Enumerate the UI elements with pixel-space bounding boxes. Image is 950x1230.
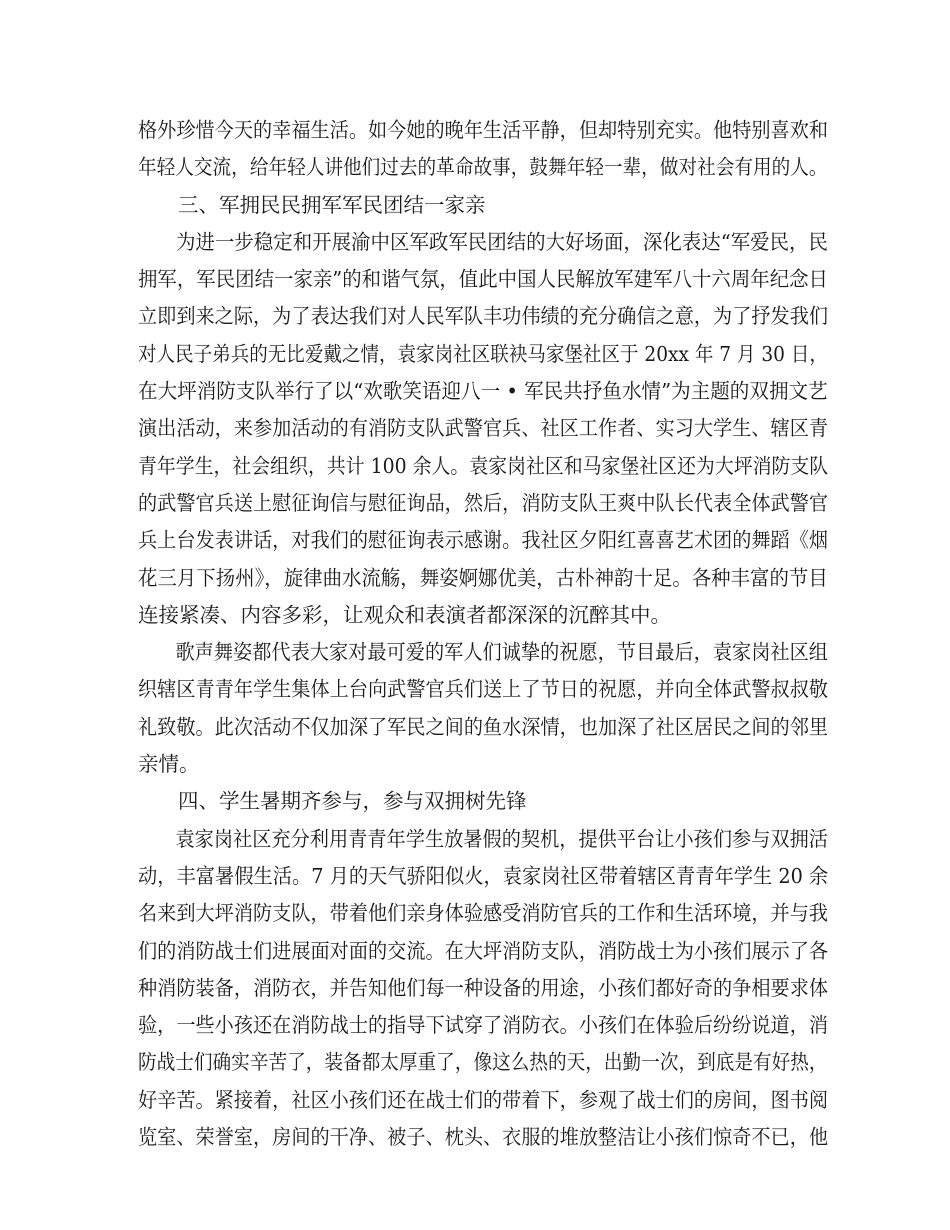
text-line: 拥军，军民团结一家亲”的和谐气氛，值此中国人民解放军建军八十六周年纪念日	[138, 267, 828, 292]
text-line: 格外珍惜今天的幸福生活。如今她的晚年生活平静，但却特别充实。他特别喜欢和	[138, 118, 829, 142]
text-line: 立即到来之际，为了表达我们对人民军队丰功伟绩的充分确信之意，为了抒发我们	[138, 304, 829, 329]
text-line: 的武警官兵送上慰征询信与慰征询品，然后，消防支队王爽中队长代表全体武警官	[138, 490, 829, 515]
text-line: 连接紧凑、内容多彩，让观众和表演者都深深的沉醉其中。	[138, 602, 671, 627]
text-line: 礼致敬。此次活动不仅加深了军民之间的鱼水深情，也加深了社区居民之间的邻里	[138, 714, 829, 739]
text-line: 好辛苦。紧接着，社区小孩们还在战士们的带着下，参观了战士们的房间，图书阅	[138, 1087, 829, 1112]
text-line: 名来到大坪消防支队，带着他们亲身体验感受消防官兵的工作和生活环境，并与我	[138, 901, 829, 926]
text-line: 青年学生，社会组织，共计 100 余人。袁家岗社区和马家堡社区还为大坪消防支队	[138, 453, 829, 478]
text-line: 验，一些小孩还在消防战士的指导下试穿了消防衣。小孩们在体验后纷纷说道，消	[138, 1013, 829, 1038]
text-line: 歌声舞姿都代表大家对最可爱的军人们诚挚的祝愿，节目最后，袁家岗社区组	[175, 640, 828, 665]
text-line: 种消防装备，消防衣，并告知他们每一种设备的用途，小孩们都好奇的争相要求体	[138, 975, 829, 1000]
text-line: 亲情。	[138, 752, 200, 777]
text-line: 袁家岗社区充分利用青青年学生放暑假的契机，提供平台让小孩们参与双拥活	[175, 826, 828, 851]
text-line: 览室、荣誉室，房间的干净、被子、枕头、衣服的堆放整洁让小孩们惊奇不已，他	[138, 1125, 829, 1150]
text-line: 四、学生暑期齐参与，参与双拥树先锋	[178, 789, 527, 814]
text-line: 在大坪消防支队举行了以“欢歌笑语迎八一 • 军民共抒鱼水情”为主题的双拥文艺	[138, 379, 828, 404]
text-line: 织辖区青青年学生集体上台向武警官兵们送上了节日的祝愿，并向全体武警叔叔敬	[138, 677, 829, 702]
text-line: 动，丰富暑假生活。7 月的天气骄阳似火，袁家岗社区带着辖区青青年学生 20 余	[138, 863, 829, 888]
body-text	[138, 112, 828, 1156]
text-line: 花三月下扬州》，旋律曲水流觞，舞姿婀娜优美，古朴神韵十足。各种丰富的节目	[138, 565, 828, 590]
text-line: 防战士们确实辛苦了，装备都太厚重了，像这么热的天，出勤一次，到底是有好热，	[138, 1050, 828, 1075]
text-line: 三、军拥民民拥军军民团结一家亲	[178, 192, 486, 217]
text-line: 对人民子弟兵的无比爱戴之情，袁家岗社区联袂马家堡社区于 20xx 年 7 月 30 日，	[138, 341, 828, 366]
text-line: 演出活动，来参加活动的有消防支队武警官兵、社区工作者、实习大学生、辖区青	[138, 416, 829, 441]
text-line: 们的消防战士们进展面对面的交流。在大坪消防支队，消防战士为小孩们展示了各	[138, 938, 829, 963]
text-line: 为进一步稳定和开展渝中区军政军民团结的大好场面，深化表达“军爱民，民	[175, 229, 828, 254]
text-line: 兵上台发表讲话，对我们的慰征询表示感谢。我社区夕阳红喜喜艺术团的舞蹈《烟	[138, 528, 829, 553]
text-line: 年轻人交流，给年轻人讲他们过去的革命故事，鼓舞年轻一辈，做对社会有用的人。	[138, 155, 828, 180]
